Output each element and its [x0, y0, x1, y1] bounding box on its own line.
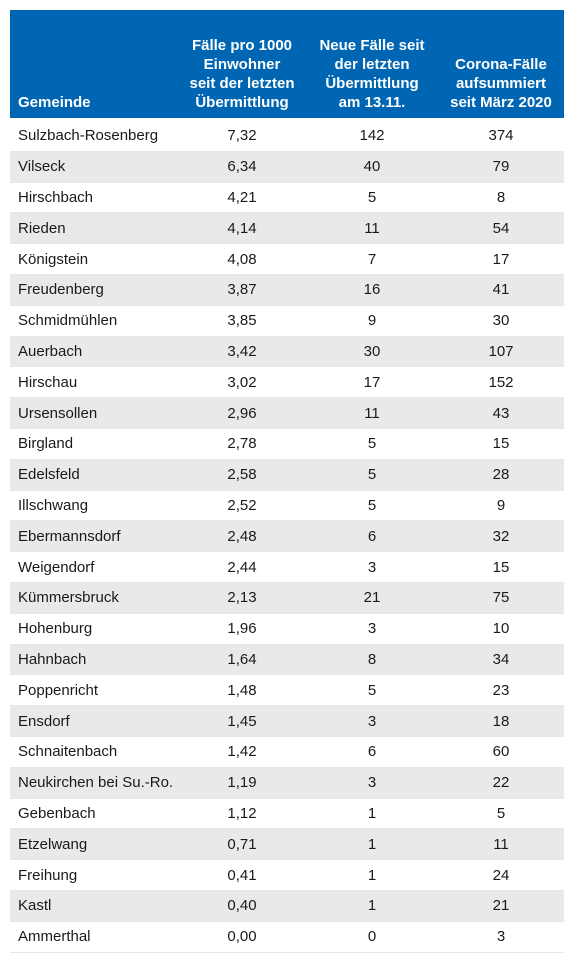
cell-total-cases: 10	[492, 620, 510, 638]
table-row	[10, 829, 564, 860]
table-row	[10, 521, 564, 552]
cell-new-cases: 5	[367, 681, 377, 699]
corona-cases-table	[10, 10, 564, 953]
table-row	[10, 614, 564, 645]
cell-gemeinde: Auerbach	[18, 342, 83, 360]
cell-total-cases: 32	[492, 527, 510, 545]
cell-total-cases: 8	[496, 188, 506, 206]
cell-total-cases: 107	[488, 342, 514, 360]
cell-new-cases: 5	[367, 466, 377, 484]
cell-total-cases: 3	[496, 928, 506, 946]
cell-gemeinde: Schnaitenbach	[18, 743, 118, 761]
table-row	[10, 121, 564, 152]
cell-cases-per-1000: 2,44	[227, 558, 257, 576]
cell-cases-per-1000: 1,96	[227, 620, 257, 638]
table-row	[10, 398, 564, 429]
cell-new-cases: 9	[367, 312, 377, 330]
cell-total-cases: 5	[496, 804, 506, 822]
table-row	[10, 275, 564, 306]
cell-new-cases: 6	[367, 527, 377, 545]
cell-gemeinde: Etzelwang	[18, 835, 88, 853]
header-cases-per-1000: Fälle pro 1000 Einwohner seit der letzten Übermittlung	[189, 37, 295, 111]
cell-new-cases: 3	[367, 712, 377, 730]
cell-cases-per-1000: 0,71	[227, 835, 257, 853]
cell-total-cases: 28	[492, 466, 510, 484]
cell-gemeinde: Ammerthal	[18, 928, 91, 946]
cell-cases-per-1000: 2,78	[227, 435, 257, 453]
cell-cases-per-1000: 2,96	[227, 404, 257, 422]
table-row	[10, 799, 564, 830]
cell-cases-per-1000: 1,64	[227, 650, 257, 668]
cell-gemeinde: Hohenburg	[18, 620, 93, 638]
cell-total-cases: 22	[492, 774, 510, 792]
table-row	[10, 768, 564, 799]
cell-cases-per-1000: 0,00	[227, 928, 257, 946]
header-gemeinde: Gemeinde	[18, 94, 91, 111]
cell-cases-per-1000: 4,14	[227, 219, 257, 237]
cell-new-cases: 16	[363, 281, 381, 299]
cell-total-cases: 30	[492, 312, 510, 330]
cell-gemeinde: Freihung	[18, 866, 78, 884]
cell-new-cases: 7	[367, 250, 377, 268]
header-new-cases: Neue Fälle seit der letzten Übermittlung am 13.11.	[319, 37, 425, 111]
cell-new-cases: 5	[367, 496, 377, 514]
cell-gemeinde: Hirschau	[18, 373, 78, 391]
cell-total-cases: 17	[492, 250, 510, 268]
table-row	[10, 306, 564, 337]
cell-cases-per-1000: 2,13	[227, 589, 257, 607]
cell-total-cases: 15	[492, 435, 510, 453]
cell-total-cases: 34	[492, 650, 510, 668]
cell-new-cases: 142	[359, 127, 385, 145]
cell-gemeinde: Ursensollen	[18, 404, 98, 422]
cell-cases-per-1000: 0,41	[227, 866, 257, 884]
cell-gemeinde: Königstein	[18, 250, 89, 268]
cell-gemeinde: Illschwang	[18, 496, 89, 514]
header-total-cases: Corona-Fälle aufsummiert seit März 2020	[450, 56, 552, 111]
cell-total-cases: 23	[492, 681, 510, 699]
cell-new-cases: 40	[363, 158, 381, 176]
cell-total-cases: 11	[493, 835, 509, 853]
cell-new-cases: 1	[367, 897, 377, 915]
cell-total-cases: 9	[496, 496, 506, 514]
table-row	[10, 675, 564, 706]
cell-gemeinde: Kümmersbruck	[18, 589, 119, 607]
cell-new-cases: 3	[367, 774, 377, 792]
table-row	[10, 922, 564, 953]
cell-gemeinde: Ensdorf	[18, 712, 70, 730]
cell-gemeinde: Poppenricht	[18, 681, 99, 699]
table-row	[10, 706, 564, 737]
cell-total-cases: 24	[492, 866, 510, 884]
table-row	[10, 152, 564, 183]
table-row	[10, 552, 564, 583]
table-row	[10, 491, 564, 522]
cell-cases-per-1000: 1,19	[227, 774, 257, 792]
cell-cases-per-1000: 0,40	[227, 897, 257, 915]
table-header	[10, 10, 564, 118]
table-row	[10, 183, 564, 214]
cell-gemeinde: Freudenberg	[18, 281, 104, 299]
cell-total-cases: 15	[492, 558, 510, 576]
cell-new-cases: 17	[363, 373, 381, 391]
table-row	[10, 737, 564, 768]
cell-gemeinde: Birgland	[18, 435, 74, 453]
cell-gemeinde: Edelsfeld	[18, 466, 80, 484]
cell-gemeinde: Schmidmühlen	[18, 312, 118, 330]
cell-total-cases: 152	[488, 373, 514, 391]
cell-cases-per-1000: 3,42	[227, 342, 257, 360]
table-row	[10, 429, 564, 460]
table-row	[10, 891, 564, 922]
table-row	[10, 860, 564, 891]
table-row	[10, 645, 564, 676]
cell-total-cases: 43	[492, 404, 510, 422]
cell-gemeinde: Hahnbach	[18, 650, 87, 668]
cell-gemeinde: Gebenbach	[18, 804, 96, 822]
cell-new-cases: 8	[367, 650, 377, 668]
table-row	[10, 583, 564, 614]
table-body	[10, 121, 564, 953]
cell-cases-per-1000: 3,87	[227, 281, 257, 299]
cell-gemeinde: Kastl	[18, 897, 52, 915]
cell-total-cases: 18	[492, 712, 510, 730]
cell-gemeinde: Weigendorf	[18, 558, 95, 576]
cell-new-cases: 30	[363, 342, 381, 360]
cell-gemeinde: Ebermannsdorf	[18, 527, 121, 545]
cell-gemeinde: Vilseck	[18, 158, 66, 176]
cell-gemeinde: Rieden	[18, 219, 66, 237]
cell-cases-per-1000: 4,08	[227, 250, 257, 268]
cell-total-cases: 21	[492, 897, 510, 915]
cell-new-cases: 3	[367, 558, 377, 576]
table-row	[10, 244, 564, 275]
table-row	[10, 337, 564, 368]
cell-cases-per-1000: 3,85	[227, 312, 257, 330]
cell-total-cases: 374	[488, 127, 514, 145]
cell-cases-per-1000: 1,42	[227, 743, 257, 761]
cell-total-cases: 41	[492, 281, 510, 299]
cell-cases-per-1000: 6,34	[227, 158, 257, 176]
cell-new-cases: 3	[367, 620, 377, 638]
cell-new-cases: 11	[364, 404, 380, 422]
table-row	[10, 367, 564, 398]
cell-cases-per-1000: 7,32	[227, 127, 257, 145]
cell-new-cases: 5	[367, 188, 377, 206]
cell-new-cases: 5	[367, 435, 377, 453]
cell-cases-per-1000: 4,21	[227, 188, 257, 206]
cell-new-cases: 0	[367, 928, 377, 946]
cell-new-cases: 11	[364, 219, 380, 237]
cell-new-cases: 1	[367, 804, 377, 822]
cell-cases-per-1000: 2,52	[227, 496, 257, 514]
cell-new-cases: 21	[363, 589, 381, 607]
table-row	[10, 460, 564, 491]
cell-total-cases: 79	[492, 158, 510, 176]
cell-total-cases: 75	[492, 589, 510, 607]
cell-new-cases: 6	[367, 743, 377, 761]
cell-gemeinde: Neukirchen bei Su.-Ro.	[18, 774, 174, 792]
cell-total-cases: 54	[492, 219, 510, 237]
cell-cases-per-1000: 2,58	[227, 466, 257, 484]
cell-cases-per-1000: 1,48	[227, 681, 257, 699]
cell-new-cases: 1	[367, 835, 377, 853]
cell-cases-per-1000: 3,02	[227, 373, 257, 391]
cell-new-cases: 1	[367, 866, 377, 884]
cell-gemeinde: Hirschbach	[18, 188, 94, 206]
cell-gemeinde: Sulzbach-Rosenberg	[18, 127, 159, 145]
table-row	[10, 213, 564, 244]
cell-cases-per-1000: 1,12	[227, 804, 257, 822]
cell-cases-per-1000: 2,48	[227, 527, 257, 545]
cell-total-cases: 60	[492, 743, 510, 761]
cell-cases-per-1000: 1,45	[227, 712, 257, 730]
